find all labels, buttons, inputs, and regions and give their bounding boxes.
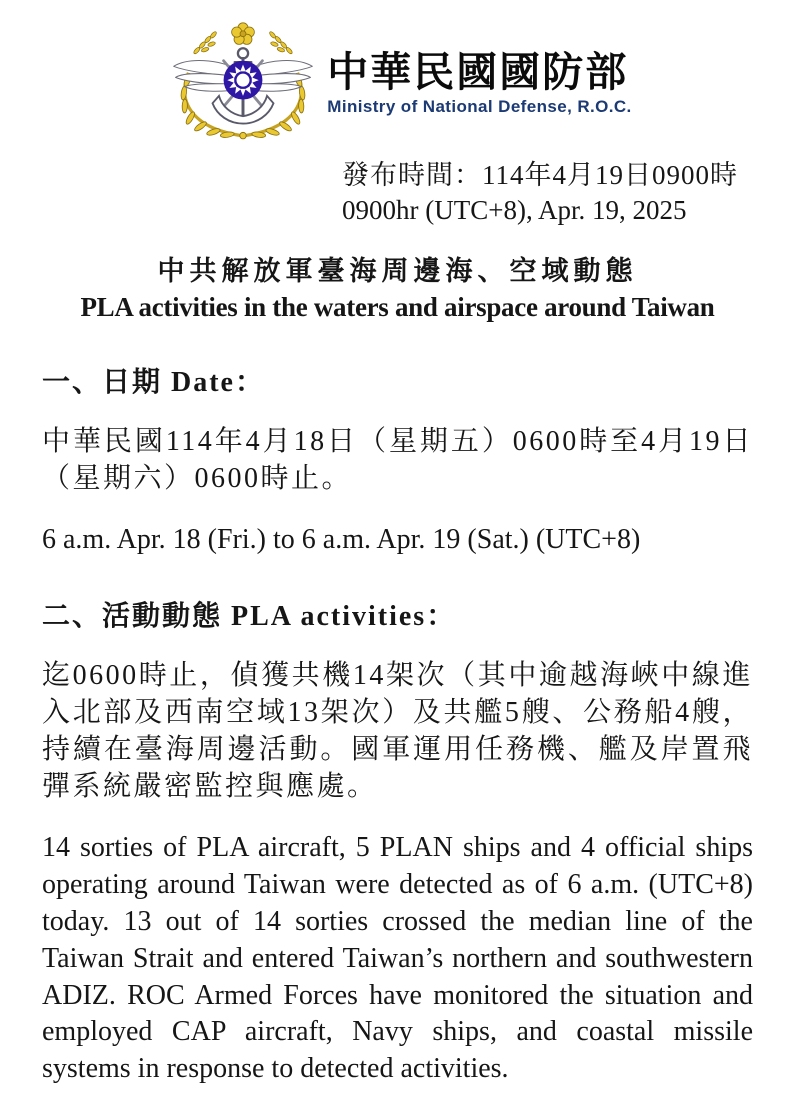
section-activities-heading: 二、活動動態 PLA activities： bbox=[42, 600, 457, 632]
date-paragraph-en: 6 a.m. Apr. 18 (Fri.) to 6 a.m. Apr. 19 (Sat.) (UTC+8) bbox=[42, 523, 641, 555]
mnd-emblem-logo bbox=[169, 21, 317, 148]
document-title bbox=[42, 254, 753, 325]
activities-paragraph-zh: 迄0600時止，偵獲共機14架次（其中逾越海峽中線進入北部及西南空域13架次）及共艦5艘、公務船4艘，持續在臺海周邊活動。國軍運用任務機、艦及岸置飛彈系統嚴密監控與應處。 bbox=[42, 659, 753, 802]
release-time-en: 0900hr (UTC+8), Apr. 19, 2025 bbox=[342, 195, 687, 226]
document-title-en: PLA activities in the waters and airspace around Taiwan bbox=[80, 292, 715, 323]
org-name-zh: 中華民國國防部 bbox=[327, 48, 629, 95]
document-title-zh: 中共解放軍臺海周邊海、空域動態 bbox=[157, 256, 638, 287]
org-name-en: Ministry of National Defense, R.O.C. bbox=[327, 97, 632, 117]
activities-paragraph-en: 14 sorties of PLA aircraft, 5 PLAN ships and 4 official ships operating around Taiwan were detected as of 6 a.m. (UTC+8) today. 13 out of 14 sorties crossed the median line of the Taiwan Strait and entered Taiwan’s northern and southwestern ADIZ. ROC Armed Forces have monitored the situation and employed CAP aircraft, Navy ships, and coastal missile systems in response to detected activities. bbox=[42, 831, 753, 1085]
header bbox=[48, 22, 753, 146]
section-date bbox=[42, 360, 753, 559]
section-activities bbox=[42, 594, 753, 1088]
section-date-heading: 一、日期 Date： bbox=[42, 367, 265, 399]
release-time bbox=[342, 158, 753, 228]
release-time-zh: 發布時間：114年4月19日0900時 bbox=[342, 160, 738, 190]
org-name-block bbox=[327, 48, 632, 117]
date-paragraph-zh: 中華民國114年4月18日（星期五）0600時至4月19日（星期六）0600時止。 bbox=[42, 426, 753, 494]
